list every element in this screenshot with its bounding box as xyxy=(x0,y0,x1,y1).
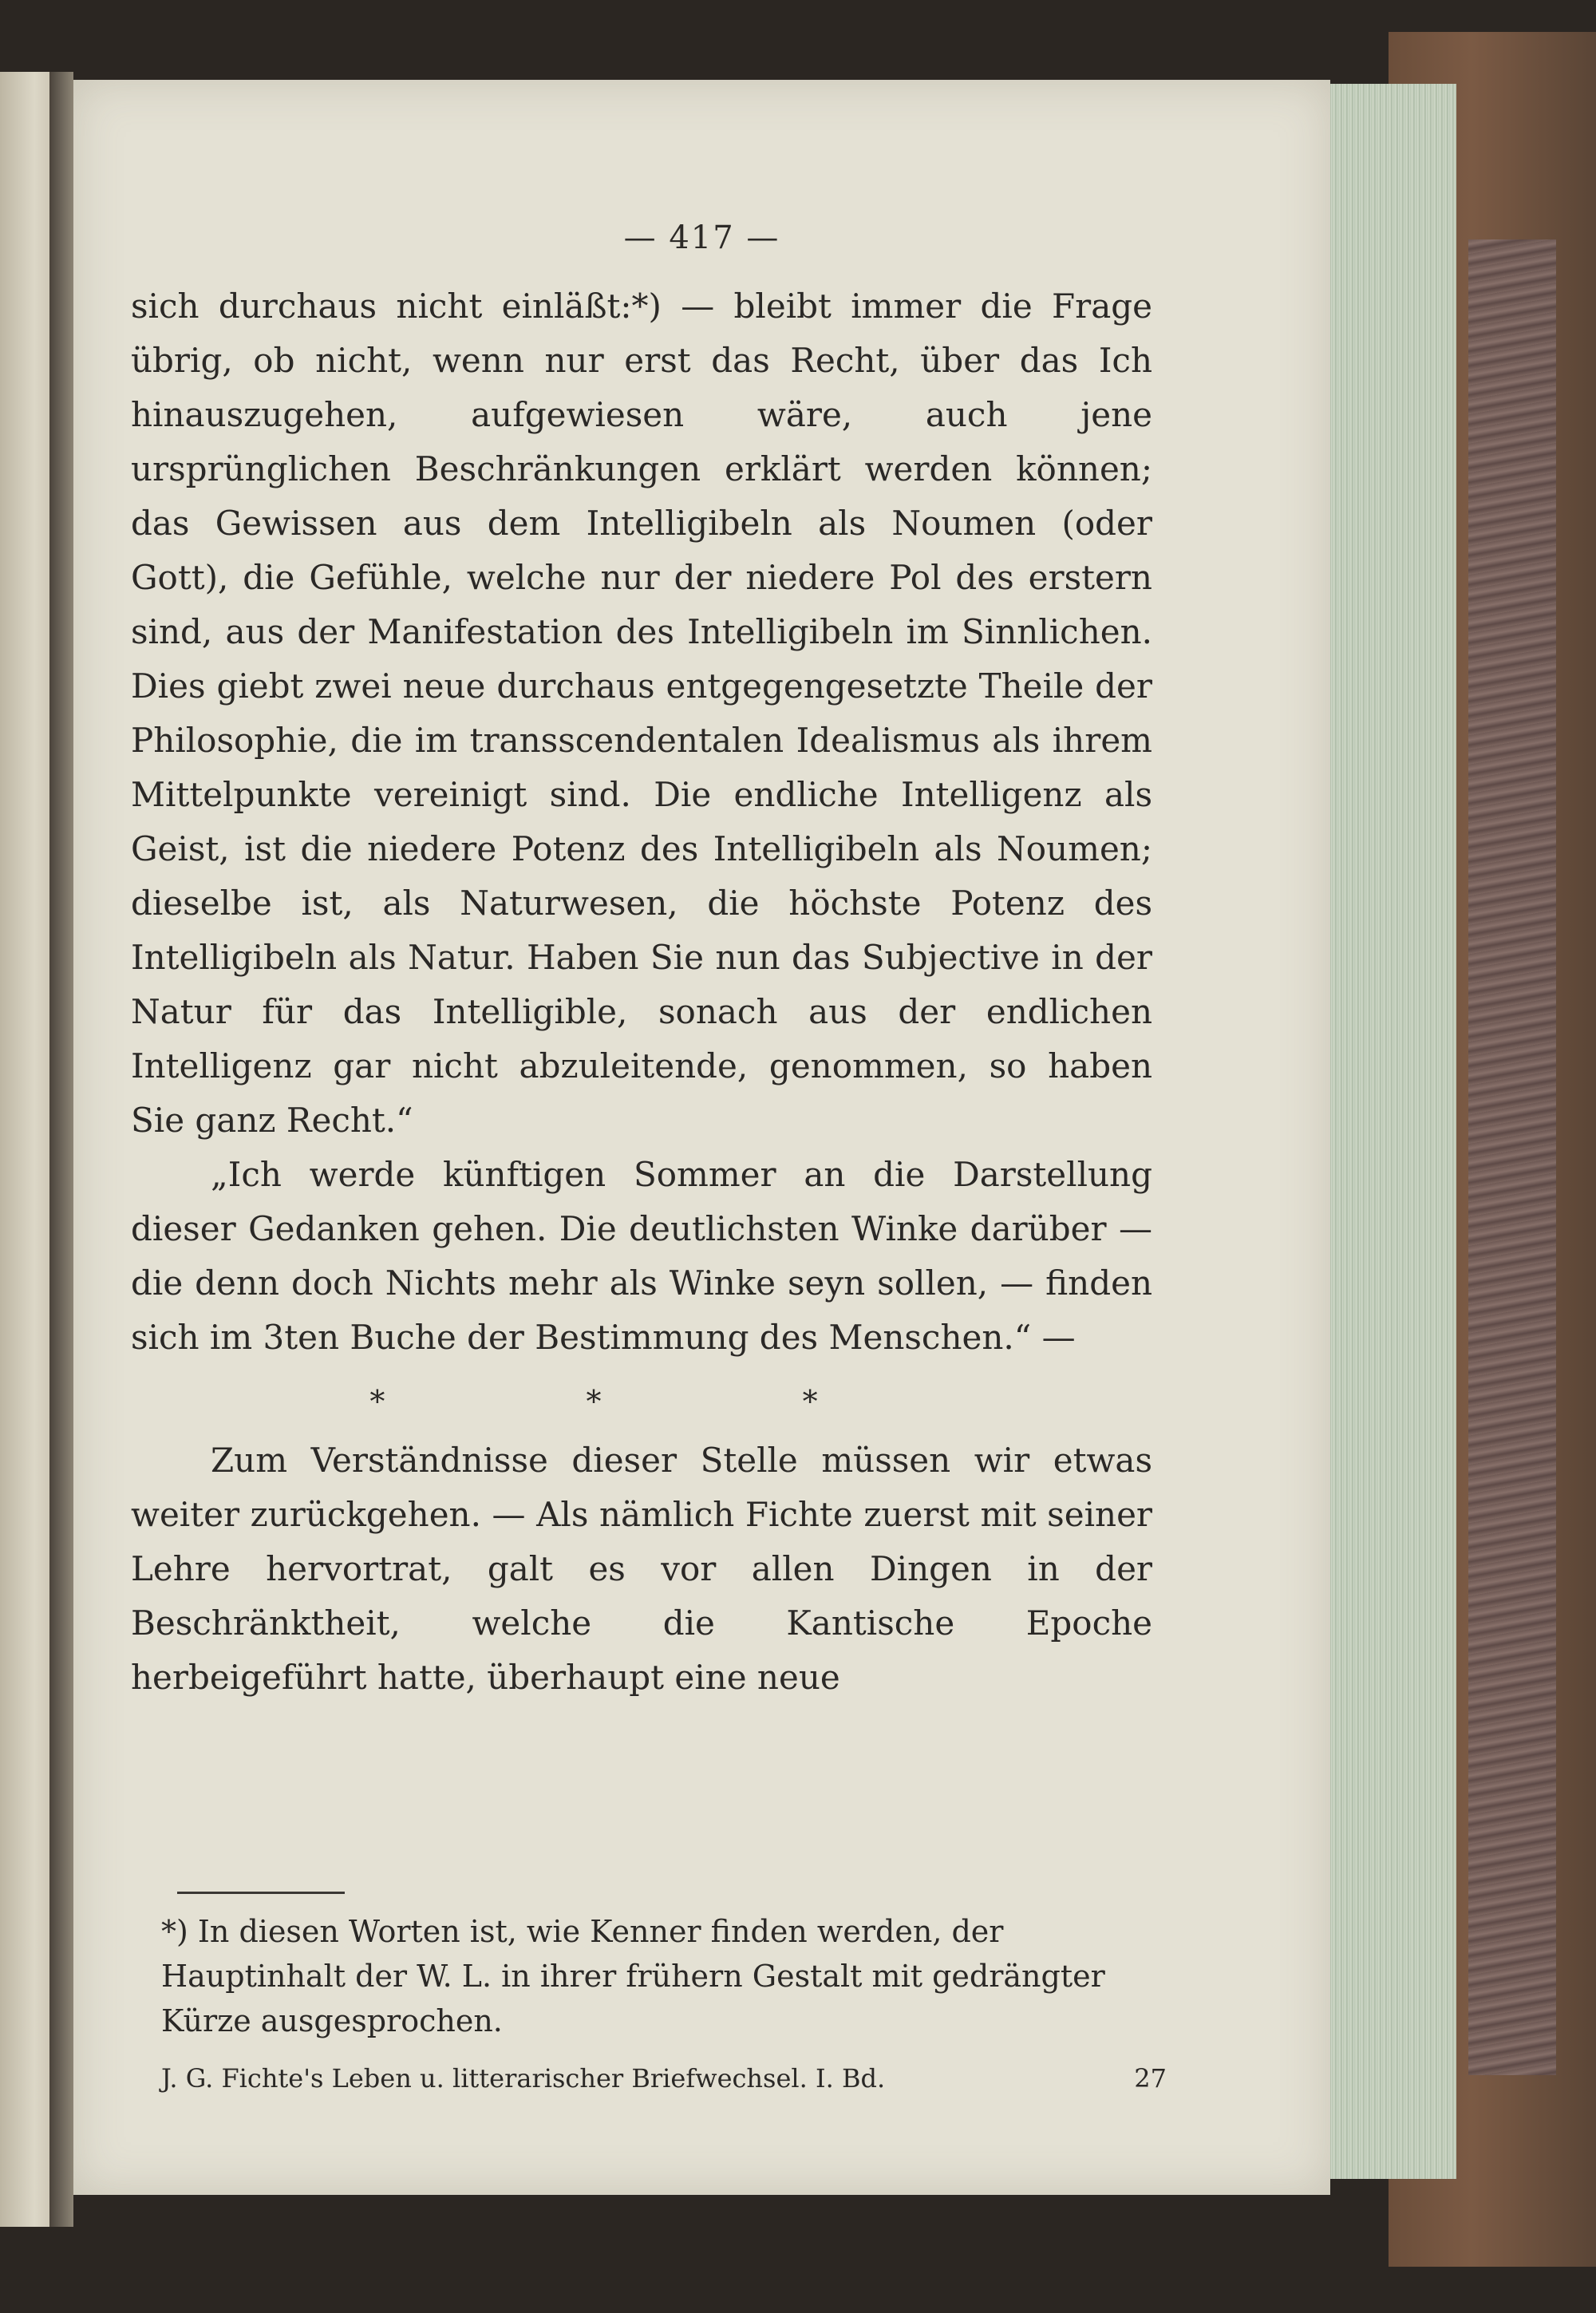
signature-mark: 27 xyxy=(1134,2063,1167,2094)
footnote: *) In diesen Worten ist, wie Kenner finden werden, der Hauptinhalt der W. L. in ihrer frühern Gestalt mit gedrängter Kürze ausgesprochen. xyxy=(161,1914,1105,2038)
signature-line xyxy=(161,2063,1167,2094)
gutter-shadow xyxy=(49,72,73,2227)
page-header: — 417 — xyxy=(623,219,780,256)
footnote-rule xyxy=(177,1892,345,1894)
footnotes xyxy=(161,1909,1167,2043)
book-page xyxy=(73,80,1330,2195)
paragraph: Zum Verständnisse dieser Stelle müssen wir etwas weiter zurückgehen. — Als nämlich Fichte zuerst mit seiner Lehre hervortrat, galt es vor allen Dingen in der Beschränktheit, welche die Kantische Epoche herbeigeführt hatte, überhaupt eine neue xyxy=(131,1441,1152,1697)
section-separator: * * * xyxy=(369,1384,914,1419)
signature: J. G. Fichte's Leben u. litterarischer Briefwechsel. I. Bd. xyxy=(161,2063,886,2094)
paragraph: sich durchaus nicht einläßt:*) — bleibt immer die Frage übrig, ob nicht, wenn nur erst das Recht, über das Ich hinauszugehen, aufgewiesen wäre, auch jene ursprünglichen Beschränkungen erklärt werden können; das Gewissen aus dem Intelligibeln als Noumen (oder Gott), die Gefühle, welche nur der niedere Pol des erstern sind, aus der Manifestation des Intelligibeln im Sinnlichen. Dies giebt zwei neue durchaus entgegengesetzte Theile der Philosophie, die im transscendentalen Idealismus als ihrem Mittelpunkte vereinigt sind. Die endliche Intelligenz als Geist, ist die niedere Potenz des Intelligibeln als Noumen; dieselbe ist, als Naturwesen, die höchste Potenz des Intelligibeln als Natur. Haben Sie nun das Subjective in der Natur für das Intelligible, sonach aus der endlichen Intelligenz gar nicht abzuleitende, genommen, so haben Sie ganz Recht.“ xyxy=(131,287,1152,1140)
marbled-cover-edge xyxy=(1468,239,1556,2075)
body-text xyxy=(131,279,1152,1705)
page-block-edge xyxy=(1321,84,1456,2179)
paragraph: „Ich werde künftigen Sommer an die Darstellung dieser Gedanken gehen. Die deutlichsten Winke darüber — die denn doch Nichts mehr als Winke seyn sollen, — finden sich im 3ten Buche der Bestimmung des Menschen.“ — xyxy=(131,1155,1152,1357)
left-page-edge xyxy=(0,72,49,2227)
